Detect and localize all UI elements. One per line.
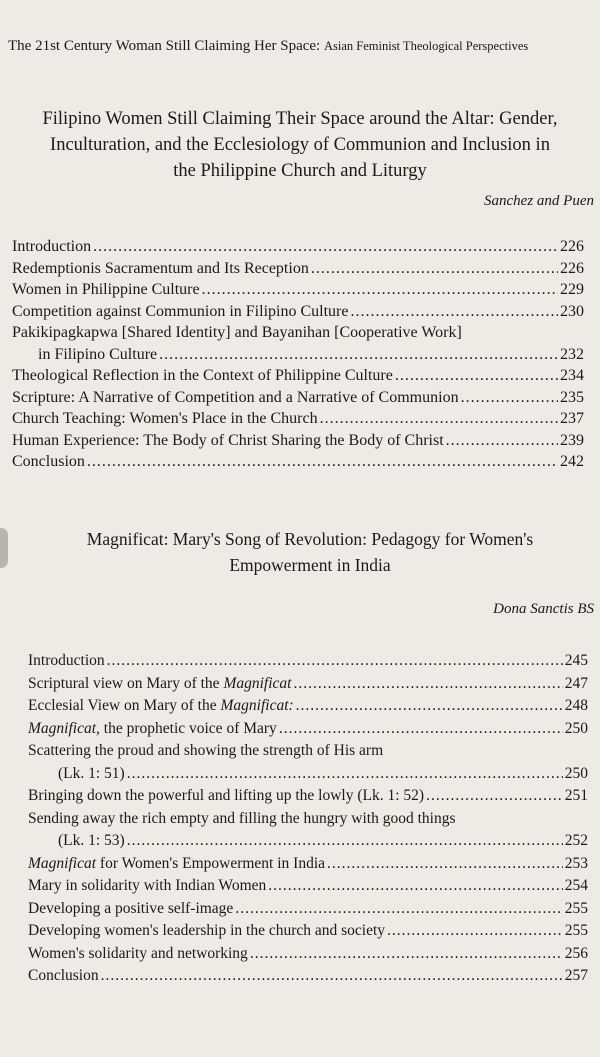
toc-entry-title: Competition against Communion in Filipino Culture — [12, 302, 349, 320]
toc-entry — [12, 258, 584, 280]
running-head-sub: Asian Feminist Theological Perspectives — [323, 39, 529, 53]
toc-entry — [28, 853, 588, 876]
toc-entry — [28, 943, 588, 966]
toc-entry-page: 248 — [564, 697, 588, 714]
toc-entry-page: 247 — [564, 674, 588, 692]
toc-entry — [28, 920, 588, 943]
toc-entry-page: 226 — [560, 238, 584, 255]
section-2-title-line: Empowerment in India — [229, 555, 391, 575]
toc-entry-title: Theological Reflection in the Context of Philippine Culture — [12, 367, 393, 384]
toc-entry-page: 256 — [564, 944, 588, 962]
dot-leader — [279, 718, 563, 741]
dot-leader — [250, 943, 563, 966]
binding-shadow — [0, 528, 8, 568]
toc-entry-page: 255 — [564, 899, 588, 917]
toc-entry-title-emphasis: Magnificat, — [28, 719, 100, 737]
toc-entry-title: Introduction — [12, 238, 92, 255]
section-2-title-line: Magnificat: Mary's Song of Revolution: Pedagogy for Women's — [86, 529, 534, 549]
running-head — [8, 38, 598, 55]
dot-leader — [268, 875, 562, 898]
dot-leader — [461, 387, 558, 409]
toc-entry-title: for Women's Empowerment in India — [96, 854, 326, 872]
toc-entry-title: Human Experience: The Body of Christ Sharing the Body of Christ — [12, 431, 444, 449]
toc-entry-page: 251 — [564, 787, 588, 804]
dot-leader — [107, 650, 563, 673]
section-2-author: Dona Sanctis BS — [493, 601, 594, 617]
running-head-main: The 21st Century Woman Still Claiming Her Space: — [8, 38, 321, 54]
toc-entry-title-continued: (Lk. 1: 53) — [58, 832, 125, 849]
toc-entry — [12, 408, 584, 430]
dot-leader — [296, 695, 563, 718]
dot-leader — [350, 301, 558, 323]
dot-leader — [293, 673, 562, 696]
toc-entry-title-emphasis: Magnificat — [223, 674, 292, 692]
toc-entry-title: Church Teaching: Women's Place in the Church — [12, 410, 318, 427]
toc-entry-title: Introduction — [28, 652, 105, 669]
section-1-title-line: Inculturation, and the Ecclesiology of Communion and Inclusion in — [50, 135, 550, 155]
toc-entry-title: Ecclesial View on Mary of the — [28, 697, 221, 714]
toc-entry-title-emphasis: Magnificat — [28, 854, 97, 872]
toc-entry-page: 254 — [564, 877, 588, 894]
section-1-title-line: the Philippine Church and Liturgy — [173, 161, 427, 181]
toc-entry — [28, 898, 588, 921]
toc-entry-title-continued: (Lk. 1: 51) — [58, 764, 125, 782]
toc-entry-page: 237 — [560, 410, 584, 427]
toc-entry — [28, 965, 588, 988]
section-2-contents — [28, 650, 588, 988]
toc-entry — [12, 279, 584, 301]
section-1-title-line: Filipino Women Still Claiming Their Space around the Altar: Gender, — [42, 109, 558, 129]
section-1-author: Sanchez and Puen — [484, 193, 594, 209]
toc-entry — [12, 387, 584, 409]
toc-entry-page: 242 — [560, 453, 584, 470]
toc-entry-title: Pakikipagkapwa [Shared Identity] and Bayanihan [Cooperative Work] — [12, 324, 462, 341]
toc-entry — [12, 322, 584, 365]
section-1-contents — [12, 236, 584, 473]
toc-entry — [28, 695, 588, 718]
toc-entry-title-emphasis: Magnificat: — [220, 697, 294, 714]
dot-leader — [87, 451, 558, 473]
toc-entry-page: 230 — [560, 302, 584, 320]
toc-entry-page: 250 — [564, 719, 588, 737]
toc-entry-title-continued: in Filipino Culture — [38, 345, 158, 363]
toc-entry — [12, 365, 584, 387]
toc-entry-title: Scriptural view on Mary of the — [28, 674, 224, 692]
toc-entry-title: Conclusion — [28, 967, 99, 984]
dot-leader — [235, 898, 562, 921]
toc-entry-page: 229 — [560, 281, 584, 298]
toc-entry-page: 235 — [560, 388, 584, 406]
dot-leader — [202, 279, 558, 301]
dot-leader — [311, 258, 558, 280]
toc-entry — [28, 740, 588, 785]
toc-entry-page: 257 — [564, 967, 588, 984]
toc-entry — [28, 875, 588, 898]
toc-entry-title: Conclusion — [12, 453, 85, 470]
dot-leader — [387, 920, 563, 943]
toc-entry-page: 255 — [564, 922, 588, 939]
toc-entry — [12, 301, 584, 323]
toc-entry — [12, 236, 584, 258]
dot-leader — [127, 830, 563, 853]
toc-entry — [28, 808, 588, 853]
toc-entry-page: 252 — [564, 832, 588, 849]
toc-entry-page: 239 — [560, 431, 584, 449]
section-1-title — [8, 106, 592, 184]
toc-entry — [28, 718, 588, 741]
toc-entry-title: Developing women's leadership in the church and society — [28, 922, 386, 939]
dot-leader — [93, 236, 558, 258]
toc-entry-title: Bringing down the powerful and lifting up the lowly (Lk. 1: 52) — [28, 787, 425, 804]
toc-entry — [12, 451, 584, 473]
toc-entry — [28, 650, 588, 673]
section-2-title — [60, 526, 560, 578]
toc-entry-page: 245 — [564, 652, 588, 669]
toc-entry — [12, 430, 584, 452]
dot-leader — [127, 763, 563, 786]
dot-leader — [395, 365, 558, 387]
dot-leader — [320, 408, 558, 430]
toc-entry-page: 234 — [560, 367, 584, 384]
dot-leader — [446, 430, 558, 452]
toc-entry-title: Developing a positive self-image — [28, 899, 234, 917]
toc-entry-page: 250 — [564, 764, 588, 782]
toc-entry-page: 226 — [560, 259, 584, 277]
dot-leader — [159, 344, 558, 366]
toc-entry — [28, 673, 588, 696]
toc-entry — [28, 785, 588, 808]
dot-leader — [327, 853, 563, 876]
toc-entry-title: Women's solidarity and networking — [28, 944, 248, 962]
toc-entry-title: Mary in solidarity with Indian Women — [28, 877, 267, 894]
toc-entry-title: Scripture: A Narrative of Competition and a Narrative of Communion — [12, 388, 459, 406]
toc-entry-page: 253 — [564, 854, 588, 872]
toc-entry-title: the prophetic voice of Mary — [99, 719, 277, 737]
dot-leader — [426, 785, 563, 808]
toc-entry-title: Sending away the rich empty and filling the hungry with good things — [28, 809, 456, 827]
toc-entry-title: Redemptionis Sacramentum and Its Reception — [12, 259, 309, 277]
toc-entry-title: Scattering the proud and showing the strength of His arm — [28, 742, 384, 759]
toc-entry-title: Women in Philippine Culture — [12, 281, 200, 298]
toc-entry-page: 232 — [560, 345, 584, 363]
dot-leader — [101, 965, 563, 988]
